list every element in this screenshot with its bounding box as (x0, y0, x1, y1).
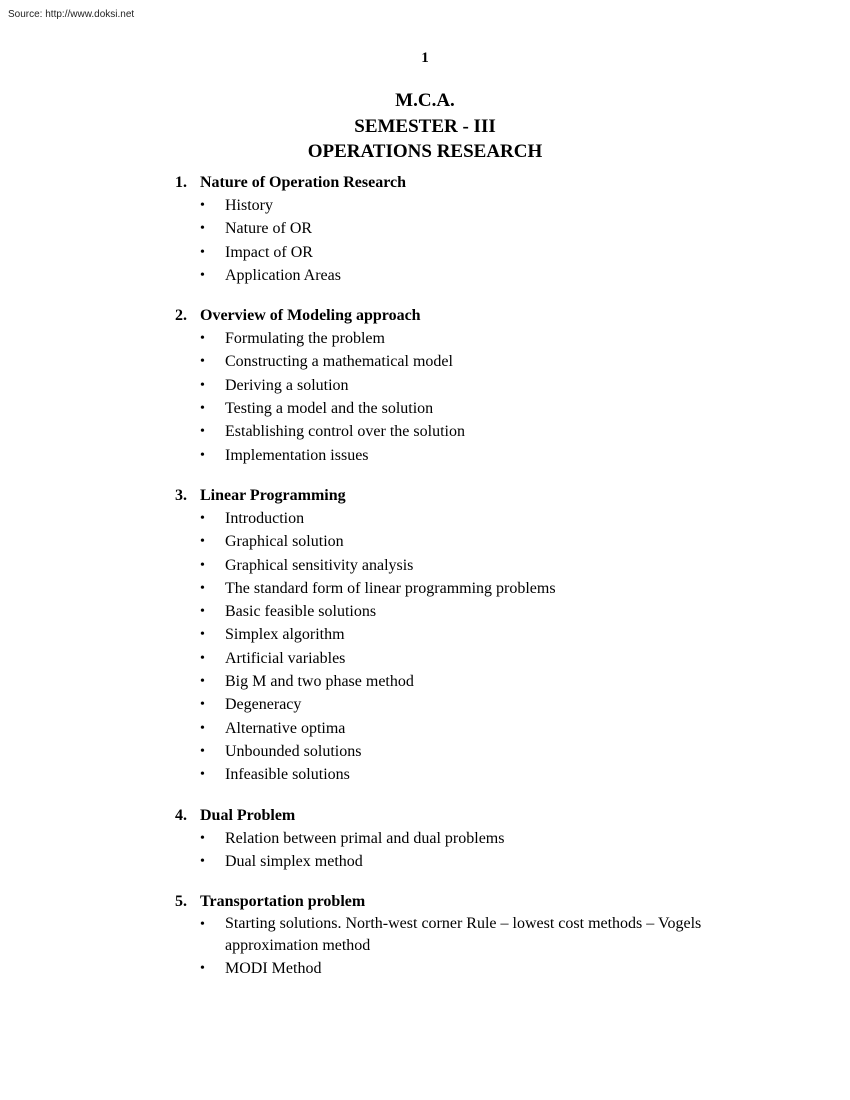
list-item-text: Graphical sensitivity analysis (225, 556, 414, 574)
bullet-icon: • (200, 377, 205, 393)
bullet-icon: • (200, 720, 205, 736)
syllabus-section (175, 172, 735, 287)
list-item-text: Alternative optima (225, 719, 346, 737)
list-item (175, 740, 735, 763)
bullet-icon: • (200, 354, 205, 370)
topic-list (175, 913, 735, 980)
bullet-icon: • (200, 221, 205, 237)
list-item-text: MODI Method (225, 960, 322, 978)
list-item-text: Basic feasible solutions (225, 603, 377, 621)
section-heading (175, 305, 735, 327)
section-heading (175, 805, 735, 827)
section-title: Overview of Modeling approach (200, 307, 421, 325)
bullet-icon: • (200, 743, 205, 759)
bullet-icon: • (200, 424, 205, 440)
list-item (175, 623, 735, 646)
list-item (175, 827, 735, 850)
list-item (175, 374, 735, 397)
bullet-icon: • (200, 331, 205, 347)
list-item (175, 670, 735, 693)
list-item (175, 264, 735, 287)
list-item (175, 850, 735, 873)
section-title: Nature of Operation Research (200, 174, 407, 191)
list-item-text: Application Areas (225, 266, 341, 284)
bullet-icon: • (200, 961, 205, 977)
topic-list (175, 194, 735, 287)
bullet-icon: • (200, 853, 205, 869)
list-item (175, 957, 735, 980)
list-item-text: Testing a model and the solution (225, 400, 434, 418)
section-title: Dual Problem (200, 806, 296, 824)
syllabus-section (175, 305, 735, 467)
list-item (175, 717, 735, 740)
topic-list (175, 507, 735, 787)
list-item-text: Simplex algorithm (225, 626, 345, 644)
list-item-text: Establishing control over the solution (225, 423, 465, 441)
list-item (175, 397, 735, 420)
list-item (175, 350, 735, 373)
bullet-icon: • (200, 534, 205, 550)
list-item (175, 693, 735, 716)
list-item-text: Infeasible solutions (225, 766, 350, 784)
section-heading (175, 485, 735, 507)
list-item-text: History (225, 197, 273, 214)
bullet-icon: • (200, 510, 205, 526)
list-item (175, 600, 735, 623)
bullet-icon: • (200, 697, 205, 713)
list-item-text: Starting solutions. North-west corner Rule – lowest cost methods – Vogels approximation method (225, 915, 702, 955)
list-item (175, 577, 735, 600)
syllabus-list (175, 172, 735, 998)
bullet-icon: • (200, 557, 205, 573)
list-item-text: Unbounded solutions (225, 742, 362, 760)
section-number: 4. (175, 806, 187, 824)
list-item-text: Implementation issues (225, 446, 369, 464)
list-item-text: Relation between primal and dual problems (225, 829, 505, 847)
bullet-icon: • (200, 650, 205, 666)
topic-list (175, 327, 735, 467)
list-item (175, 194, 735, 217)
bullet-icon: • (200, 267, 205, 283)
list-item (175, 444, 735, 467)
list-item-text: Degeneracy (225, 696, 302, 714)
section-title: Transportation problem (200, 893, 366, 911)
bullet-icon: • (200, 830, 205, 846)
section-heading (175, 891, 735, 913)
list-item (175, 913, 735, 957)
bullet-icon: • (200, 627, 205, 643)
section-heading (175, 172, 735, 194)
list-item-text: Artificial variables (225, 649, 346, 667)
list-item-text: Introduction (225, 509, 305, 527)
bullet-icon: • (200, 198, 205, 213)
list-item (175, 530, 735, 553)
list-item (175, 763, 735, 786)
list-item-text: Big M and two phase method (225, 673, 414, 691)
list-item-text: Constructing a mathematical model (225, 353, 453, 371)
section-number: 1. (175, 174, 187, 191)
list-item (175, 217, 735, 240)
list-item (175, 507, 735, 530)
bullet-icon: • (200, 767, 205, 783)
page-number: 1 (421, 50, 429, 66)
list-item-text: Impact of OR (225, 243, 313, 261)
list-item (175, 241, 735, 264)
title-semester: SEMESTER - III (354, 115, 496, 137)
document-title (0, 88, 850, 165)
bullet-icon: • (200, 447, 205, 463)
section-title: Linear Programming (200, 486, 346, 504)
bullet-icon: • (200, 674, 205, 690)
bullet-icon: • (200, 917, 205, 933)
list-item-text: The standard form of linear programming problems (225, 579, 556, 597)
list-item-text: Dual simplex method (225, 852, 363, 870)
list-item (175, 327, 735, 350)
list-item-text: Graphical solution (225, 533, 344, 551)
topic-list (175, 827, 735, 874)
bullet-icon: • (200, 244, 205, 260)
syllabus-section (175, 485, 735, 787)
list-item (175, 420, 735, 443)
section-number: 2. (175, 307, 187, 325)
source-line: Source: http://www.doksi.net (8, 9, 135, 20)
list-item (175, 554, 735, 577)
title-degree: M.C.A. (395, 90, 455, 111)
list-item-text: Nature of OR (225, 220, 313, 238)
list-item (175, 647, 735, 670)
list-item-text: Formulating the problem (225, 330, 385, 348)
bullet-icon: • (200, 580, 205, 596)
section-number: 5. (175, 893, 187, 911)
title-subject: OPERATIONS RESEARCH (307, 141, 543, 162)
bullet-icon: • (200, 604, 205, 620)
syllabus-section (175, 805, 735, 874)
list-item-text: Deriving a solution (225, 376, 349, 394)
bullet-icon: • (200, 401, 205, 417)
syllabus-section (175, 891, 735, 980)
section-number: 3. (175, 486, 187, 504)
